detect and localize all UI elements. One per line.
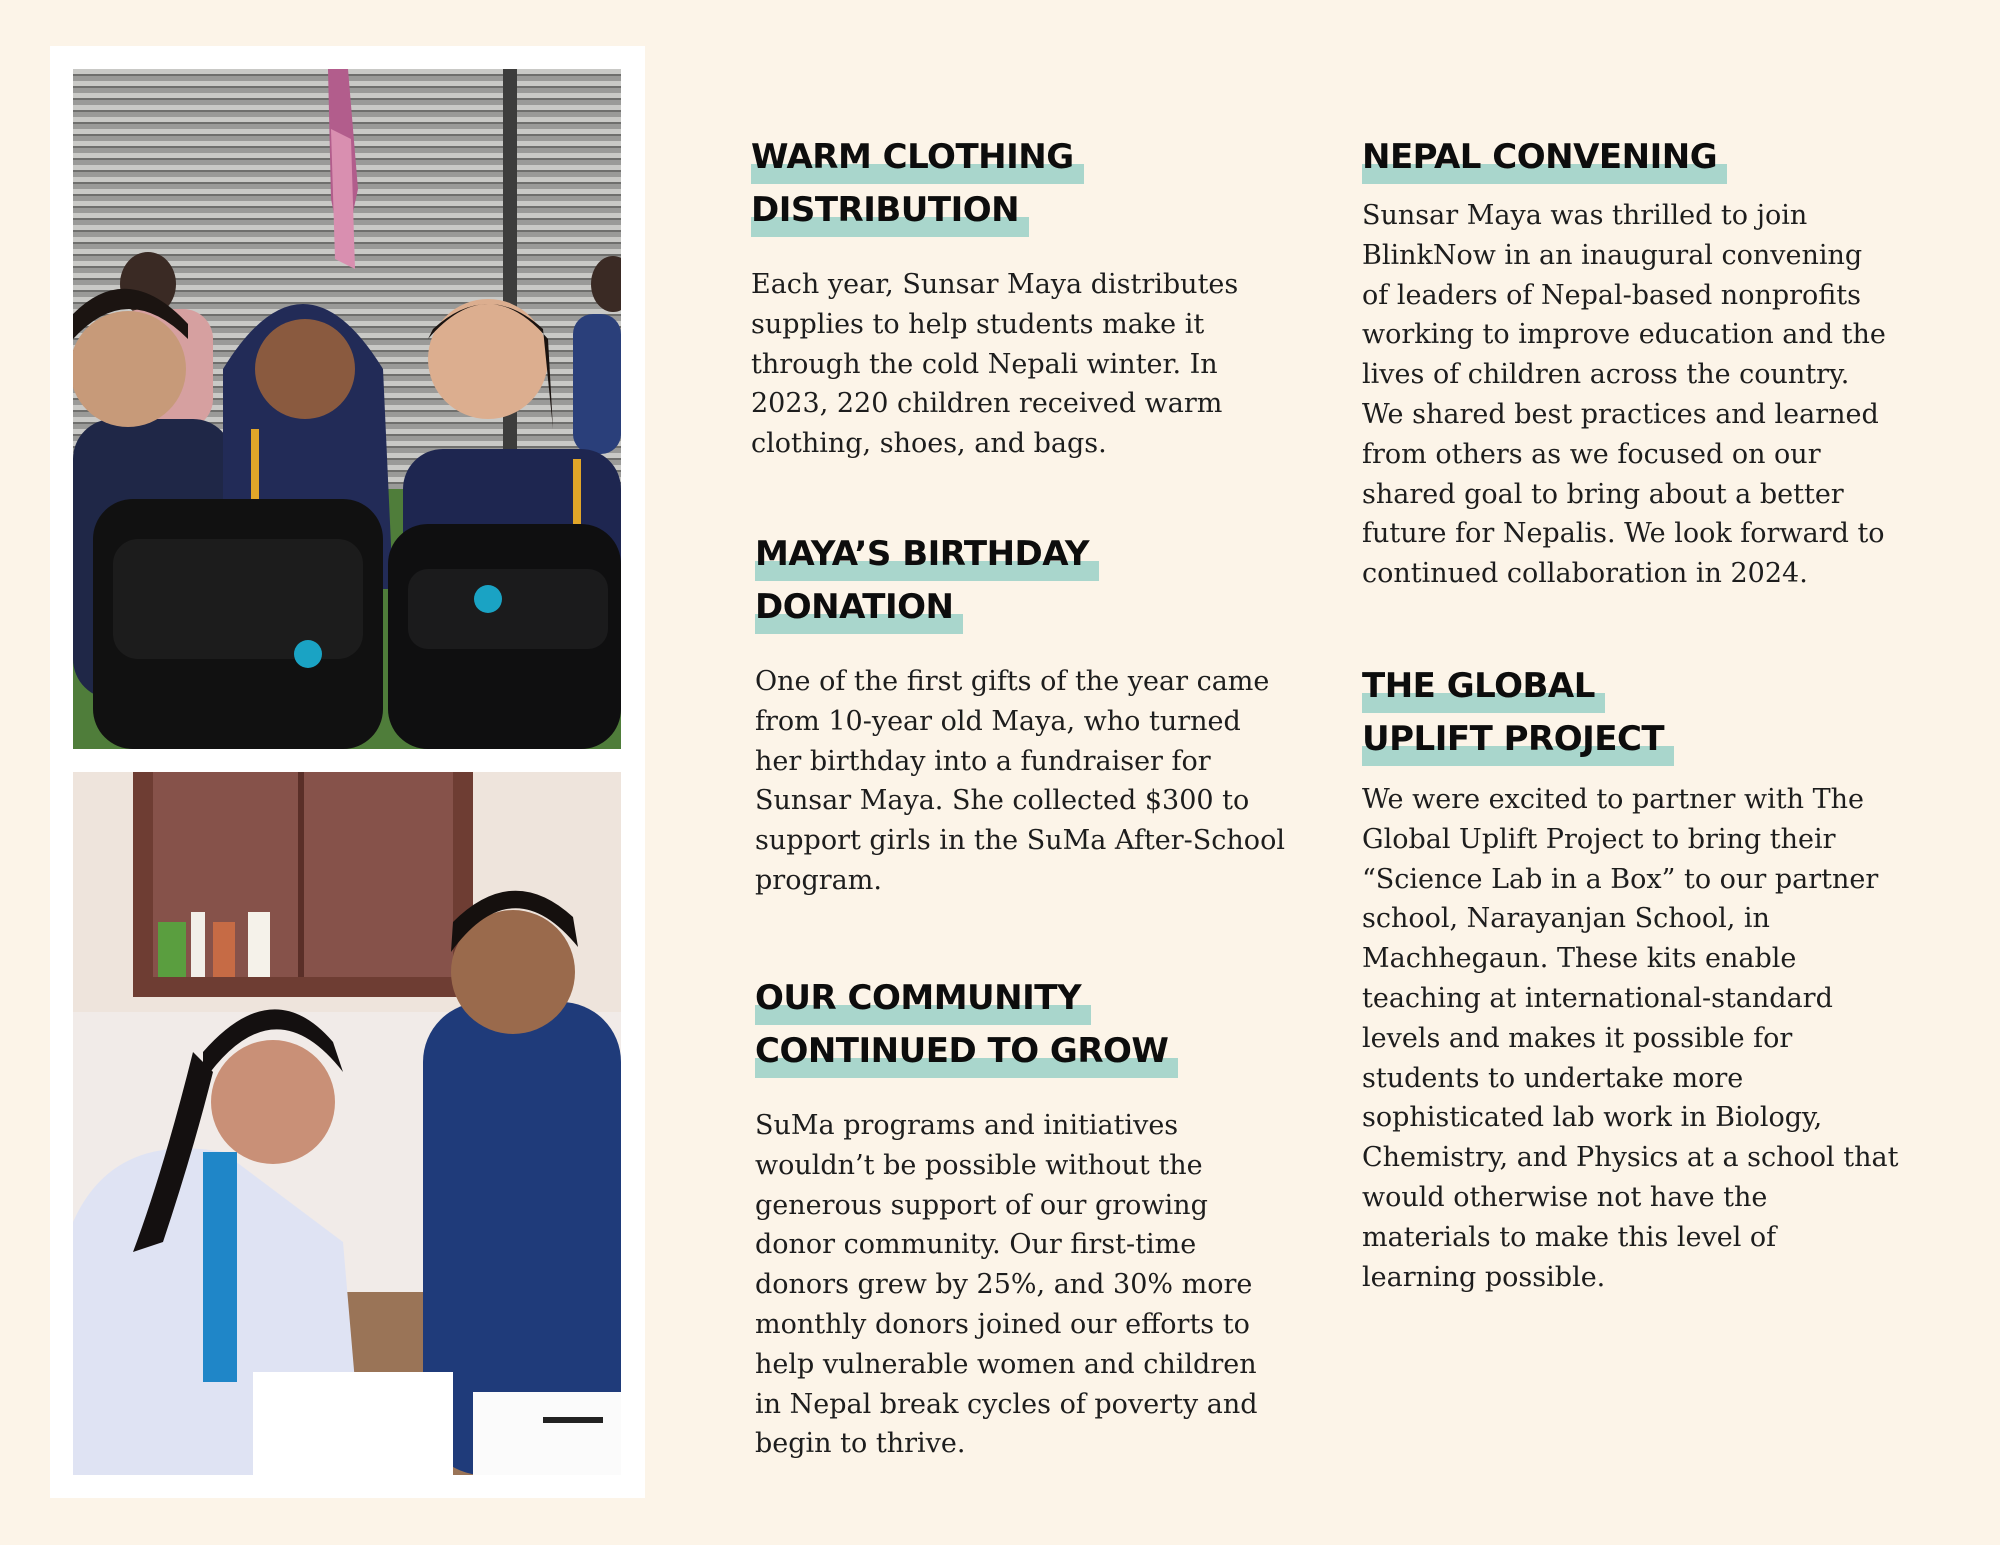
nepal-convening-heading — [1362, 131, 1962, 184]
community-section — [755, 972, 1315, 1464]
body-line: students to undertake more — [1362, 1062, 1744, 1094]
body-line: donors grew by 25%, and 30% more — [755, 1269, 1253, 1301]
body-line: generous support of our growing — [755, 1189, 1208, 1221]
body-line: lives of children across the country. — [1362, 359, 1850, 391]
body-line: shared goal to bring about a better — [1362, 478, 1844, 510]
body-line: of leaders of Nepal-based nonprofits — [1362, 279, 1861, 311]
body-line: from 10-year old Maya, who turned — [755, 705, 1241, 737]
body-line: SuMa programs and initiatives — [755, 1110, 1179, 1141]
body-line: 2023, 220 children received warm — [751, 388, 1223, 420]
body-line: Chemistry, and Physics at a school that — [1362, 1142, 1899, 1174]
body-line: levels and makes it possible for — [1362, 1022, 1793, 1054]
body-line: support girls in the SuMa After-School — [755, 825, 1285, 857]
maya-birthday-section — [755, 528, 1315, 901]
body-line: through the cold Nepali winter. In — [751, 348, 1218, 380]
heading-line: MAYA’S BIRTHDAY — [755, 528, 1099, 581]
heading-line: WARM CLOTHING — [751, 131, 1084, 184]
body-line: future for Nepalis. We look forward to — [1362, 518, 1885, 550]
body-line: continued collaboration in 2024. — [1362, 558, 1808, 590]
body-line: Global Uplift Project to bring their — [1362, 823, 1836, 855]
body-line: sophisticated lab work in Biology, — [1362, 1102, 1823, 1134]
heading-line: THE GLOBAL — [1362, 660, 1605, 713]
body-line: Machhegaun. These kits enable — [1362, 943, 1797, 975]
maya-birthday-heading — [755, 528, 1315, 634]
body-line: her birthday into a fundraiser for — [755, 745, 1211, 777]
body-line: monthly donors joined our efforts to — [755, 1308, 1250, 1340]
body-line: supplies to help students make it — [751, 308, 1205, 340]
global-uplift-body — [1362, 780, 1962, 1297]
body-line: teaching at international-standard — [1362, 982, 1833, 1014]
body-line: program. — [755, 864, 882, 896]
body-line: Sunsar Maya. She collected $300 to — [755, 785, 1250, 817]
warm-clothing-section — [751, 131, 1311, 464]
body-line: working to improve education and the — [1362, 319, 1886, 351]
body-line: from others as we focused on our — [1362, 438, 1821, 470]
heading-line: CONTINUED TO GROW — [755, 1025, 1178, 1078]
body-line: We were excited to partner with The — [1362, 784, 1864, 815]
community-body — [755, 1106, 1315, 1464]
global-uplift-section — [1362, 660, 1962, 1297]
body-line: clothing, shoes, and bags. — [751, 428, 1107, 460]
heading-line: OUR COMMUNITY — [755, 972, 1091, 1025]
body-line: wouldn’t be possible without the — [755, 1149, 1203, 1181]
photo-frame — [50, 46, 645, 1498]
body-line: We shared best practices and learned — [1362, 398, 1879, 430]
body-line: materials to make this level of — [1362, 1221, 1777, 1253]
heading-line: NEPAL CONVENING — [1362, 131, 1727, 184]
body-line: Sunsar Maya was thrilled to join — [1362, 200, 1808, 231]
body-line: donor community. Our first-time — [755, 1229, 1197, 1261]
nepal-convening-body — [1362, 196, 1962, 594]
body-line: “Science Lab in a Box” to our partner — [1362, 863, 1879, 895]
heading-line: UPLIFT PROJECT — [1362, 713, 1674, 766]
nepal-convening-section — [1362, 131, 1962, 594]
heading-line: DONATION — [755, 581, 963, 634]
body-line: learning possible. — [1362, 1261, 1606, 1293]
global-uplift-heading — [1362, 660, 1962, 766]
body-line: One of the first gifts of the year came — [755, 666, 1270, 697]
student-writing-photo — [73, 772, 621, 1475]
body-line: in Nepal break cycles of poverty and — [755, 1388, 1258, 1420]
body-line: begin to thrive. — [755, 1428, 966, 1460]
body-line: school, Narayanjan School, in — [1362, 903, 1770, 935]
community-heading — [755, 972, 1315, 1078]
warm-clothing-body — [751, 265, 1311, 464]
maya-birthday-body — [755, 662, 1315, 901]
body-line: Each year, Sunsar Maya distributes — [751, 269, 1239, 300]
heading-line: DISTRIBUTION — [751, 184, 1029, 237]
body-line: BlinkNow in an inaugural convening — [1362, 239, 1863, 271]
body-line: would otherwise not have the — [1362, 1181, 1768, 1213]
students-with-backpacks-photo — [73, 69, 621, 749]
body-line: help vulnerable women and children — [755, 1348, 1257, 1380]
warm-clothing-heading — [751, 131, 1311, 237]
